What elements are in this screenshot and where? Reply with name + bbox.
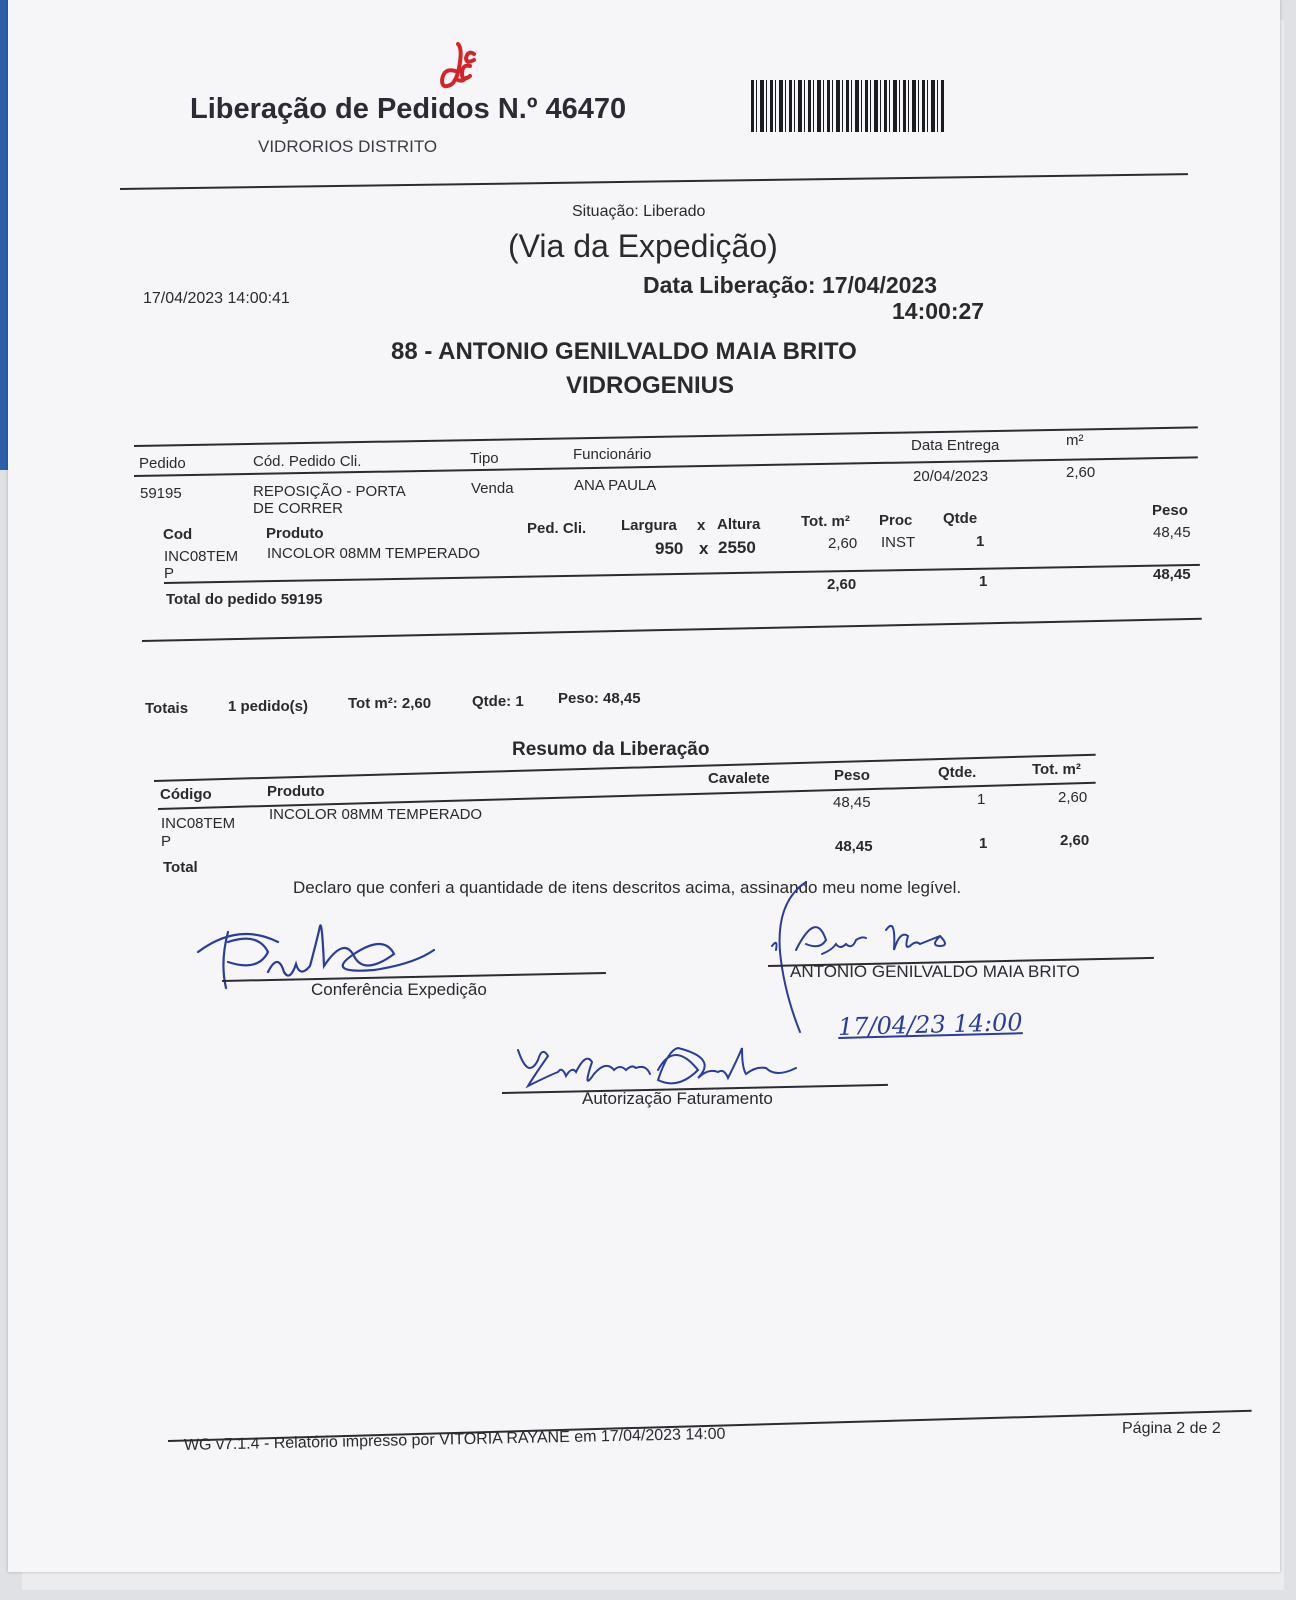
signature-label-autorizacao: Autorização Faturamento: [582, 1089, 773, 1108]
summary-title: Resumo da Liberação: [512, 739, 710, 760]
item-x: x: [699, 539, 709, 558]
item-tot-m2: 2,60: [828, 535, 858, 552]
client-company: VIDROGENIUS: [566, 372, 735, 399]
order-total-qtde: 1: [979, 573, 988, 590]
item-peso: 48,45: [1153, 524, 1191, 541]
item-code-line2: P: [164, 565, 175, 582]
summary-code-line1: INC08TEM: [161, 815, 236, 832]
order-employee: ANA PAULA: [574, 477, 657, 494]
order-client-code-line1: REPOSIÇÃO - PORTA: [253, 483, 406, 500]
totals-label: Totais: [145, 700, 189, 717]
status-text: Situação: Liberado: [572, 203, 706, 220]
col-funcionario: Funcionário: [573, 446, 652, 463]
totals-qtde: Qtde: 1: [472, 693, 524, 710]
item-col-produto: Produto: [266, 525, 324, 542]
signature-label-client: ANTONIO GENILVALDO MAIA BRITO: [790, 962, 1080, 981]
summary-total-qtde: 1: [979, 835, 988, 852]
order-delivery-date: 20/04/2023: [913, 468, 989, 485]
order-table-bottom-rule: [142, 618, 1202, 642]
summary-code-line2: P: [161, 833, 172, 850]
order-type: Venda: [471, 480, 514, 497]
order-total-m2: 2,60: [827, 576, 857, 593]
item-col-altura: Altura: [717, 516, 761, 533]
client-name: 88 - ANTONIO GENILVALDO MAIA BRITO: [391, 338, 857, 365]
item-col-cod: Cod: [163, 526, 193, 543]
items-total-rule: [164, 564, 1200, 584]
order-table-top-rule: [134, 426, 1198, 447]
signature-label-conferencia: Conferência Expedição: [311, 980, 487, 999]
item-qtde: 1: [976, 533, 985, 550]
col-cod-pedido-cli: Cód. Pedido Cli.: [253, 453, 362, 470]
summary-col-peso: Peso: [834, 767, 870, 784]
item-col-peso: Peso: [1152, 502, 1188, 519]
declaration-text: Declaro que conferi a quantidade de itens descritos acima, assinando meu nome legível.: [293, 878, 962, 897]
release-time: 14:00:27: [892, 298, 985, 324]
summary-col-codigo: Código: [160, 786, 212, 803]
report-info: WG v7.1.4 - Relatório impresso por VITORIA RAYANE em 17/04/2023 14:00: [183, 1425, 726, 1454]
order-total-label: Total do pedido 59195: [166, 591, 323, 608]
company-name: VIDRORIOS DISTRITO: [258, 137, 438, 156]
page-title: Liberação de Pedidos N.º 46470: [190, 93, 627, 125]
col-tipo: Tipo: [470, 450, 499, 467]
summary-total-label: Total: [163, 859, 198, 876]
item-width: 950: [655, 539, 684, 558]
col-pedido: Pedido: [139, 455, 186, 472]
item-col-qtde: Qtde: [943, 510, 978, 527]
totals-orders: 1 pedido(s): [228, 698, 309, 715]
handwritten-date: 17/04/23 14:00: [837, 1008, 1023, 1041]
order-m2: 2,60: [1066, 464, 1096, 481]
item-code-line1: INC08TEM: [164, 548, 239, 565]
item-col-ped-cli: Ped. Cli.: [527, 520, 587, 537]
page-number: Página 2 de 2: [1122, 1420, 1221, 1437]
totals-peso: Peso: 48,45: [558, 690, 641, 707]
item-col-largura: Largura: [621, 517, 677, 534]
summary-total-tot-m2: 2,60: [1060, 832, 1090, 849]
item-col-proc: Proc: [879, 512, 913, 529]
item-proc: INST: [881, 534, 916, 551]
printed-datetime: 17/04/2023 14:00:41: [143, 290, 290, 307]
totals-m2: Tot m²: 2,60: [348, 695, 432, 712]
col-data-entrega: Data Entrega: [911, 437, 1000, 454]
item-col-x: x: [697, 517, 706, 534]
divider-top: [120, 173, 1188, 190]
order-total-peso: 48,45: [1153, 566, 1191, 583]
summary-col-produto: Produto: [267, 783, 325, 800]
col-m2: m²: [1066, 432, 1084, 449]
copy-type: (Via da Expedição): [508, 228, 778, 264]
summary-peso: 48,45: [833, 794, 871, 811]
summary-col-tot-m2: Tot. m²: [1032, 761, 1081, 778]
summary-product: INCOLOR 08MM TEMPERADO: [269, 806, 483, 823]
summary-col-qtde: Qtde.: [938, 764, 977, 781]
item-height: 2550: [718, 538, 756, 557]
item-product: INCOLOR 08MM TEMPERADO: [267, 545, 481, 562]
item-col-tot-m2: Tot. m²: [801, 513, 850, 530]
order-number: 59195: [140, 485, 182, 502]
summary-total-peso: 48,45: [835, 838, 873, 855]
summary-qtde: 1: [977, 791, 986, 808]
release-date: Data Liberação: 17/04/2023: [643, 272, 938, 298]
order-client-code-line2: DE CORRER: [253, 500, 344, 517]
document-page: [8, 0, 1280, 1572]
summary-col-cavalete: Cavalete: [708, 770, 770, 787]
summary-tot-m2: 2,60: [1058, 789, 1088, 806]
barcode: [751, 80, 944, 132]
red-initials-mark: [418, 40, 508, 100]
